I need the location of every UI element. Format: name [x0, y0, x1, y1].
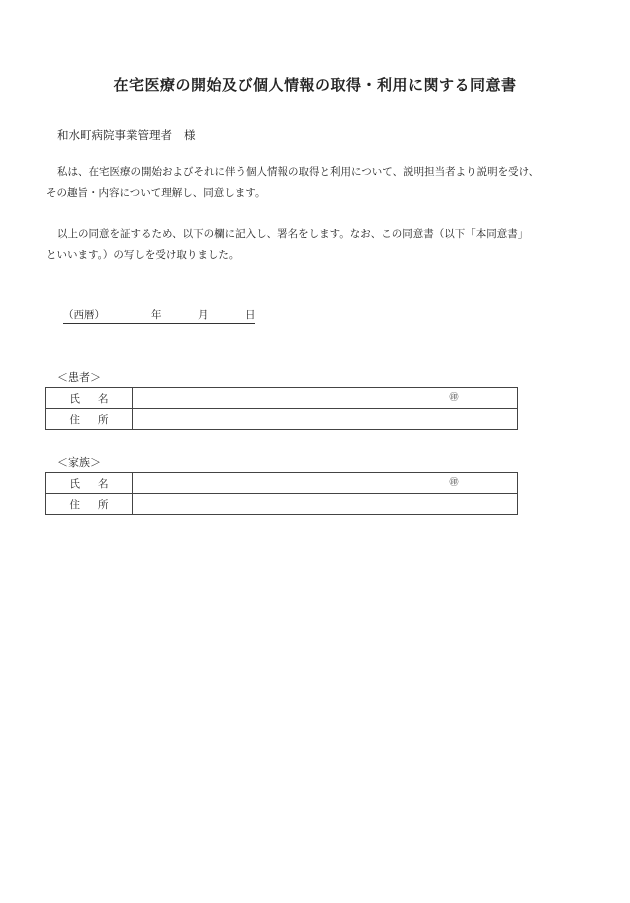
family-name-label: 氏 名: [46, 473, 133, 494]
date-day-label: 日: [245, 309, 256, 321]
addressee-name: 和水町病院事業管理者: [57, 128, 172, 142]
paragraph-line: 以上の同意を証するため、以下の欄に記入し、署名をします。なお、この同意書（以下「本同意書」: [57, 228, 529, 240]
date-field[interactable]: [63, 307, 255, 324]
addressee: [57, 127, 196, 143]
date-era-label: （西暦）: [63, 309, 105, 321]
table-row: [46, 473, 518, 494]
addressee-suffix: 様: [184, 128, 196, 142]
document-title: 在宅医療の開始及び個人情報の取得・利用に関する同意書: [113, 76, 517, 94]
table-row: [46, 409, 518, 430]
patient-name-label: 氏 名: [46, 388, 133, 409]
paragraph-line: 私は、在宅医療の開始およびそれに伴う個人情報の取得と利用について、説明担当者より説明を受け、: [57, 166, 540, 178]
seal-icon: ㊞: [449, 393, 459, 403]
family-name-field[interactable]: [133, 473, 518, 494]
family-table: [45, 472, 518, 515]
patient-address-label: 住 所: [46, 409, 133, 430]
seal-icon: ㊞: [449, 478, 459, 488]
patient-section-label: ＜患者＞: [57, 371, 101, 384]
table-row: [46, 388, 518, 409]
patient-table: [45, 387, 518, 430]
consent-paragraph-2: [46, 224, 576, 266]
date-month-label: 月: [198, 309, 209, 321]
paragraph-line: といいます。）の写しを受け取りました。: [46, 249, 240, 261]
family-address-field[interactable]: [133, 494, 518, 515]
patient-address-field[interactable]: [133, 409, 518, 430]
paragraph-line: その趣旨・内容について理解し、同意します。: [46, 187, 266, 199]
family-section-label: ＜家族＞: [57, 456, 101, 469]
date-year-label: 年: [151, 309, 162, 321]
consent-paragraph-1: [46, 162, 576, 204]
table-row: [46, 494, 518, 515]
family-address-label: 住 所: [46, 494, 133, 515]
patient-name-field[interactable]: [133, 388, 518, 409]
